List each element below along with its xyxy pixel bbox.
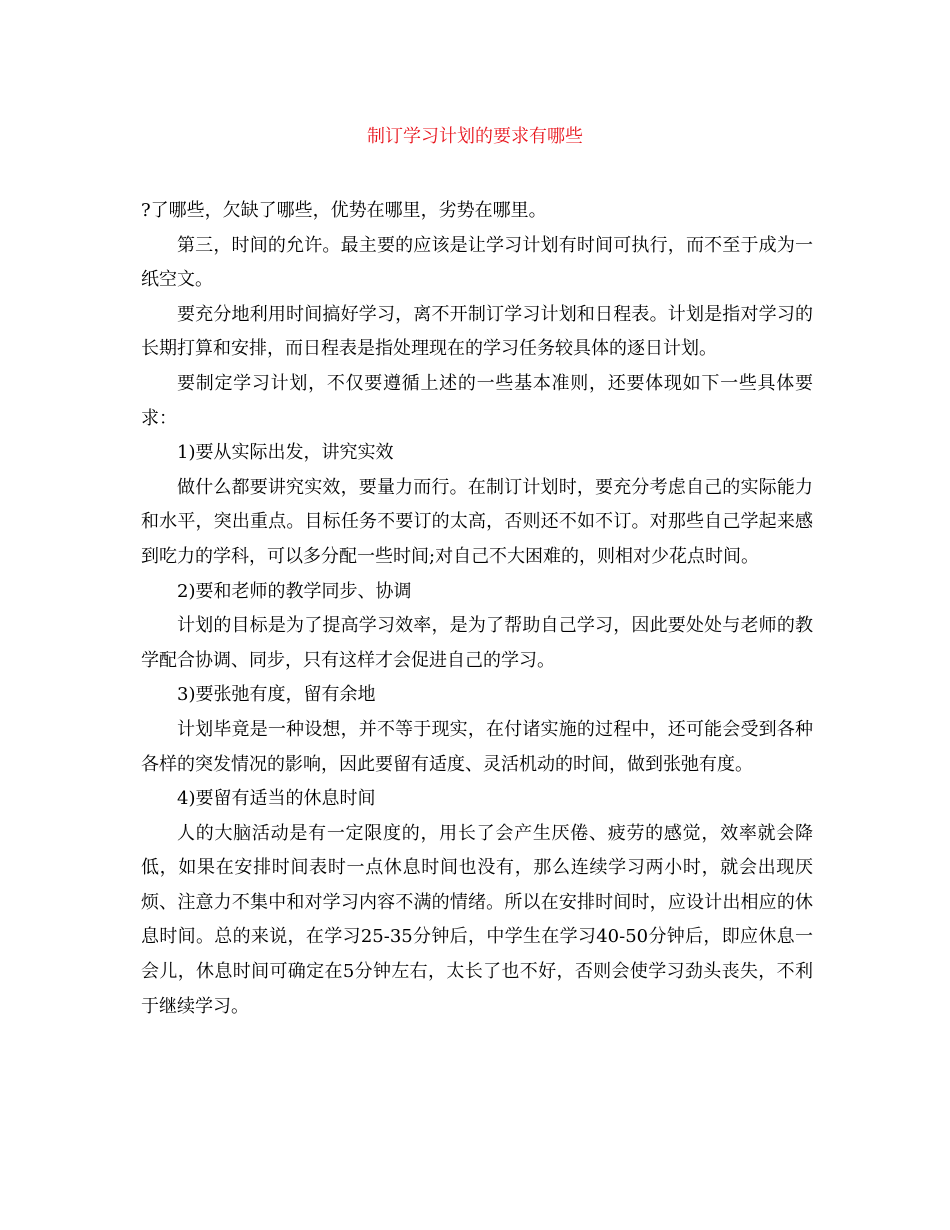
- paragraph-7: 计划毕竟是一种设想，并不等于现实，在付诸实施的过程中，还可能会受到各种各样的突发情况的影响，因此要留有适度、灵活机动的时间，做到张弛有度。: [141, 718, 813, 775]
- paragraph-2: 第三，时间的允许。最主要的应该是让学习计划有时间可执行，而不至于成为一纸空文。: [141, 234, 813, 291]
- paragraph-8: 人的大脑活动是有一定限度的，用长了会产生厌倦、疲劳的感觉，效率就会降低，如果在安排时间表时一点休息时间也没有，那么连续学习两小时，就会出现厌烦、注意力不集中和对学习内容不满的情绪。所以在安排时间时，应设计出相应的休息时间。总的来说，在学习25-35分钟后，中学生在学习40-50分钟后，即应休息一会儿，休息时间可确定在5分钟左右，太长了也不好，否则会使学习劲头丧失，不利于继续学习。: [141, 822, 813, 1017]
- section-heading-2: 2)要和老师的教学同步、协调: [177, 580, 412, 602]
- section-heading-4: 4)要留有适当的休息时间: [177, 788, 376, 810]
- paragraph-4: 要制定学习计划，不仅要遵循上述的一些基本准则，还要体现如下一些具体要求：: [141, 372, 813, 429]
- paragraph-1: ?了哪些，欠缺了哪些，优势在哪里，劣势在哪里。: [141, 200, 547, 221]
- section-heading-1: 1)要从实际出发，讲究实效: [177, 442, 394, 464]
- document-title: 制订学习计划的要求有哪些: [367, 126, 583, 147]
- section-heading-3: 3)要张弛有度，留有余地: [177, 684, 376, 706]
- paragraph-3: 要充分地利用时间搞好学习，离不开制订学习计划和日程表。计划是指对学习的长期打算和安排，而日程表是指处理现在的学习任务较具体的逐日计划。: [141, 303, 813, 360]
- document-body: [141, 194, 813, 1024]
- paragraph-6: 计划的目标是为了提高学习效率，是为了帮助自己学习，因此要处处与老师的教学配合协调、同步，只有这样才会促进自己的学习。: [141, 615, 813, 671]
- paragraph-5: 做什么都要讲究实效，要量力而行。在制订计划时，要充分考虑自己的实际能力和水平，突出重点。目标任务不要订的太高，否则还不如不订。对那些自己学起来感到吃力的学科，可以多分配一些时间;对自己不大困难的，则相对少花点时间。: [141, 476, 813, 567]
